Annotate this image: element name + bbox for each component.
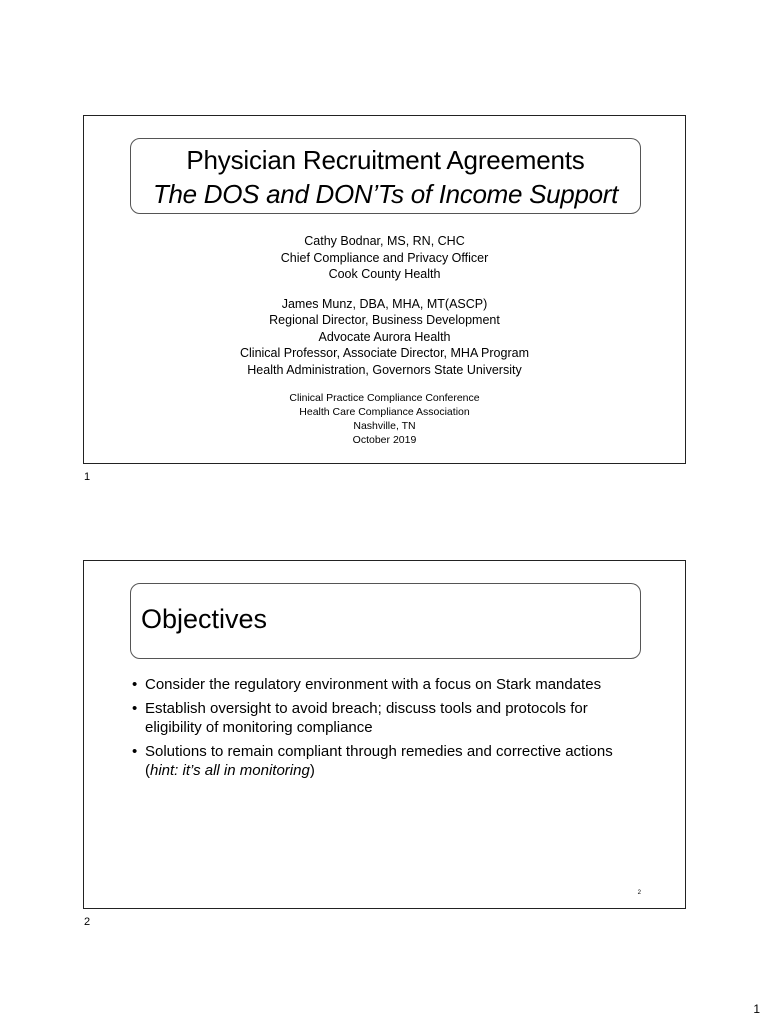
presenter-2-line: Advocate Aurora Health [318,329,451,344]
slide-title: Objectives [141,604,268,634]
page-number: 1 [753,1002,760,1016]
bullet-marker: • [132,699,138,717]
bullet-marker: • [132,742,138,760]
list-item [132,699,632,738]
slide-2 [83,560,686,909]
presenter-1 [84,233,685,283]
bullet-hint: hint: it’s all in monitoring [150,762,310,779]
slide-1-number: 1 [84,471,91,483]
title-box [130,138,641,214]
bullet-text: Consider the regulatory environment with a focus on Stark mandates [145,676,602,693]
conference-info [84,391,685,447]
slide-title: Physician Recruitment Agreements [186,145,585,175]
presenter-1-line: Cathy Bodnar, MS, RN, CHC [304,234,465,248]
conference-line: Nashville, TN [353,420,416,432]
conference-line: Clinical Practice Compliance Conference [289,392,480,404]
presenter-2-line: Health Administration, Governors State University [247,362,522,377]
bullet-text-part: Solutions to remain compliant through remedies and corrective actions ( [145,742,613,779]
presenter-2 [84,296,685,379]
presenter-2-line: James Munz, DBA, MHA, MT(ASCP) [281,296,488,311]
conference-line: October 2019 [352,434,417,446]
conference-line: Health Care Compliance Association [299,406,470,418]
bullet-marker: • [132,676,138,693]
presenter-2-line: Regional Director, Business Development [269,313,500,327]
presenter-1-line: Chief Compliance and Privacy Officer [280,250,489,265]
list-item [132,742,632,781]
presenters [84,233,685,447]
bullet-text [145,743,613,780]
bullet-text: Establish oversight to avoid breach; discuss tools and protocols for eligibility of monitoring compliance [145,699,588,736]
title-box [130,583,641,659]
slide-1 [83,115,686,464]
bullet-text-part: ) [309,762,315,779]
slide-2-number: 2 [84,916,91,928]
slide-subtitle: The DOS and DON’Ts of Income Support [152,179,619,209]
presenter-2-line: Clinical Professor, Associate Director, MHA Program [240,346,529,360]
presenter-1-line: Cook County Health [328,267,441,281]
slide-inner-number: 2 [637,890,641,896]
bullet-list [132,675,632,785]
list-item [132,675,632,695]
